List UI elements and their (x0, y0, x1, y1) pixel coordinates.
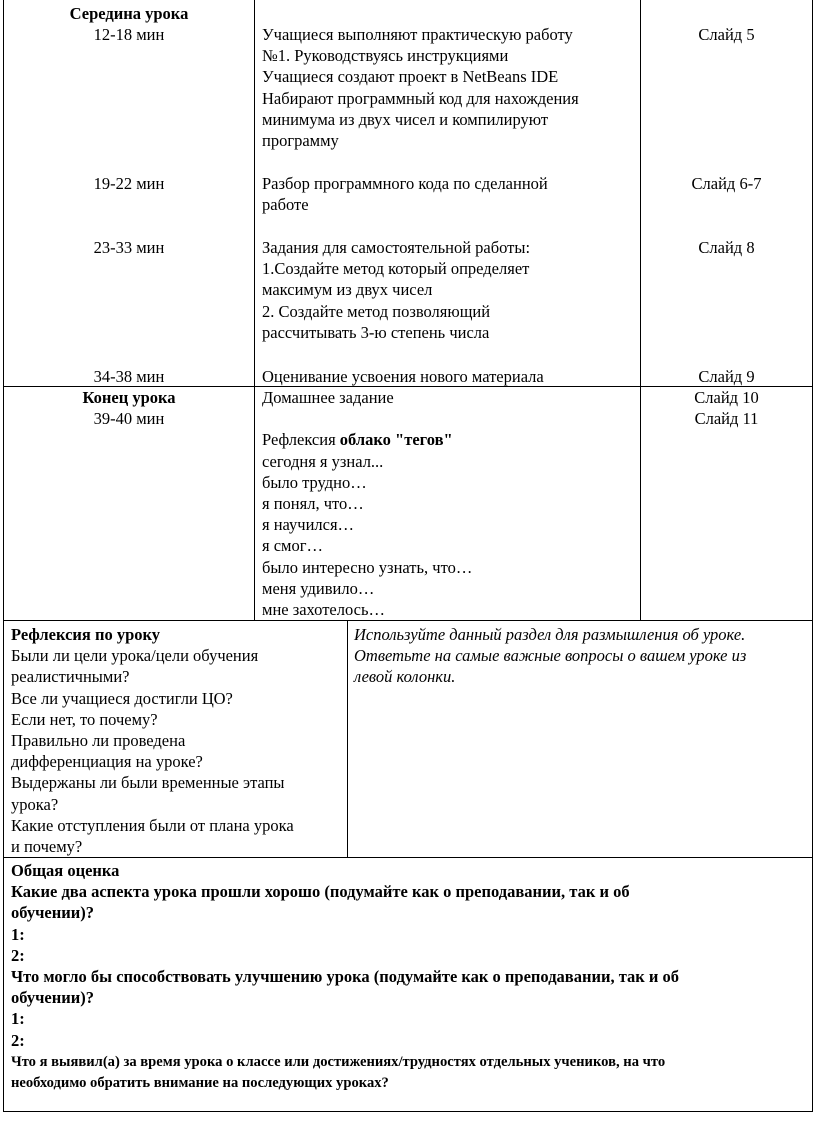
middle-activity-4: Оценивание усвоения нового материала (262, 367, 544, 386)
middle-time-2: 19-22 мин (93, 174, 165, 193)
summary-question-3-line: Что я выявил(а) за время урока о классе или достижениях/трудностях отдельных учеников, на что (11, 1054, 666, 1070)
homework-label: Домашнее задание (262, 388, 394, 407)
table-border-right (812, 0, 813, 1112)
reflection-question: дифференциация на уроке? (11, 752, 203, 772)
activity-line: 1.Создайте метод который определяет (262, 259, 530, 279)
activity-line: Задания для самостоятельной работы: (262, 238, 531, 257)
summary-question-3 (11, 1052, 665, 1094)
col-divider-2 (640, 0, 641, 620)
reflection-question: урока? (11, 794, 59, 814)
middle-section-title: Середина урока (69, 4, 189, 23)
table-border-bottom (3, 1111, 813, 1112)
reflection-tag-cloud: облако "тегов" (339, 430, 453, 450)
table-border-left (3, 0, 4, 1112)
reflection-title: Рефлексия по уроку (11, 625, 161, 644)
middle-time-1: 12-18 мин (93, 25, 165, 44)
end-resource-2: Слайд 11 (694, 409, 759, 429)
middle-activity-2 (262, 173, 548, 215)
activity-line: рассчитывать 3-ю степень числа (262, 322, 490, 342)
middle-resource-4: Слайд 9 (698, 367, 755, 386)
activity-line: Разбор программного кода по сделанной (262, 174, 548, 193)
reflection-prompt: мне захотелось… (262, 600, 385, 620)
summary-question-1-cont: обучении)? (11, 903, 95, 923)
end-resource-1: Слайд 10 (694, 388, 759, 407)
reflection-question: Правильно ли проведена (11, 731, 186, 751)
end-time: 39-40 мин (93, 409, 165, 428)
activity-line: Набирают программный код для нахождения (262, 88, 579, 108)
hint-line: Ответьте на самые важные вопросы о вашем уроке из (354, 646, 747, 666)
reflection-prompt: я научился… (262, 515, 355, 535)
activity-line: программу (262, 131, 339, 151)
summary-question-2: Что могло бы способствовать улучшению урока (подумайте как о преподавании, так и об (11, 967, 680, 987)
reflection-prompt: я понял, что… (262, 494, 364, 513)
summary-title: Общая оценка (11, 861, 120, 880)
end-activity (262, 387, 472, 620)
activity-line: Учащиеся создают проект в NetBeans IDE (262, 67, 559, 87)
reflection-prompt: было трудно… (262, 472, 367, 492)
activity-line: 2. Создайте метод позволяющий (262, 301, 491, 321)
reflection-question: Выдержаны ли были временные этапы (11, 773, 285, 793)
summary-answer-label: 1: (11, 1009, 25, 1029)
summary-question-2-cont: обучении)? (11, 988, 95, 1008)
reflection-questions (11, 624, 294, 857)
reflection-question: реалистичными? (11, 667, 130, 687)
col-divider-1 (254, 0, 255, 620)
middle-resource-1: Слайд 5 (698, 25, 755, 44)
end-section-title: Конец урока (82, 388, 176, 407)
middle-resource-3: Слайд 8 (698, 238, 755, 257)
reflection-prompt: было интересно узнать, что… (262, 557, 473, 577)
summary-answer-label: 1: (11, 924, 25, 944)
middle-activity-1 (262, 24, 579, 151)
summary-question-1: Какие два аспекта урока прошли хорошо (подумайте как о преподавании, так и об (11, 882, 630, 902)
reflection-question: и почему? (11, 837, 83, 857)
reflection-question: Какие отступления были от плана урока (11, 815, 294, 835)
summary-answer-label: 2: (11, 945, 25, 965)
reflection-question: Были ли цели урока/цели обучения (11, 646, 259, 666)
summary-section (11, 860, 679, 1051)
activity-line: работе (262, 195, 309, 215)
end-resources (641, 387, 812, 429)
hint-line: левой колонки. (354, 667, 456, 687)
reflection-question: Если нет, то почему? (11, 709, 158, 729)
reflection-question: Все ли учащиеся достигли ЦО? (11, 688, 233, 708)
reflection-prefix: Рефлексия (262, 430, 340, 450)
summary-question-3-line: необходимо обратить внимание на последующих уроках? (11, 1075, 389, 1091)
middle-activity-3 (262, 237, 530, 343)
reflection-prompt: я смог… (262, 536, 323, 556)
hint-line: Используйте данный раздел для размышления об уроке. (354, 625, 746, 644)
reflection-hint (354, 624, 746, 688)
reflection-line (262, 429, 472, 450)
middle-resource-2: Слайд 6-7 (691, 174, 762, 193)
summary-answer-label: 2: (11, 1030, 25, 1050)
activity-line: максимум из двух чисел (262, 280, 433, 300)
activity-line: минимума из двух чисел и компилируют (262, 109, 549, 129)
reflection-prompt: сегодня я узнал... (262, 451, 384, 471)
activity-line: Учащиеся выполняют практическую работу (262, 25, 573, 44)
middle-time-3: 23-33 мин (93, 238, 165, 257)
col-divider-reflection (347, 620, 348, 858)
reflection-prompt: меня удивило… (262, 578, 375, 598)
activity-line: №1. Руководствуясь инструкциями (262, 46, 509, 66)
middle-time-4: 34-38 мин (93, 367, 165, 386)
